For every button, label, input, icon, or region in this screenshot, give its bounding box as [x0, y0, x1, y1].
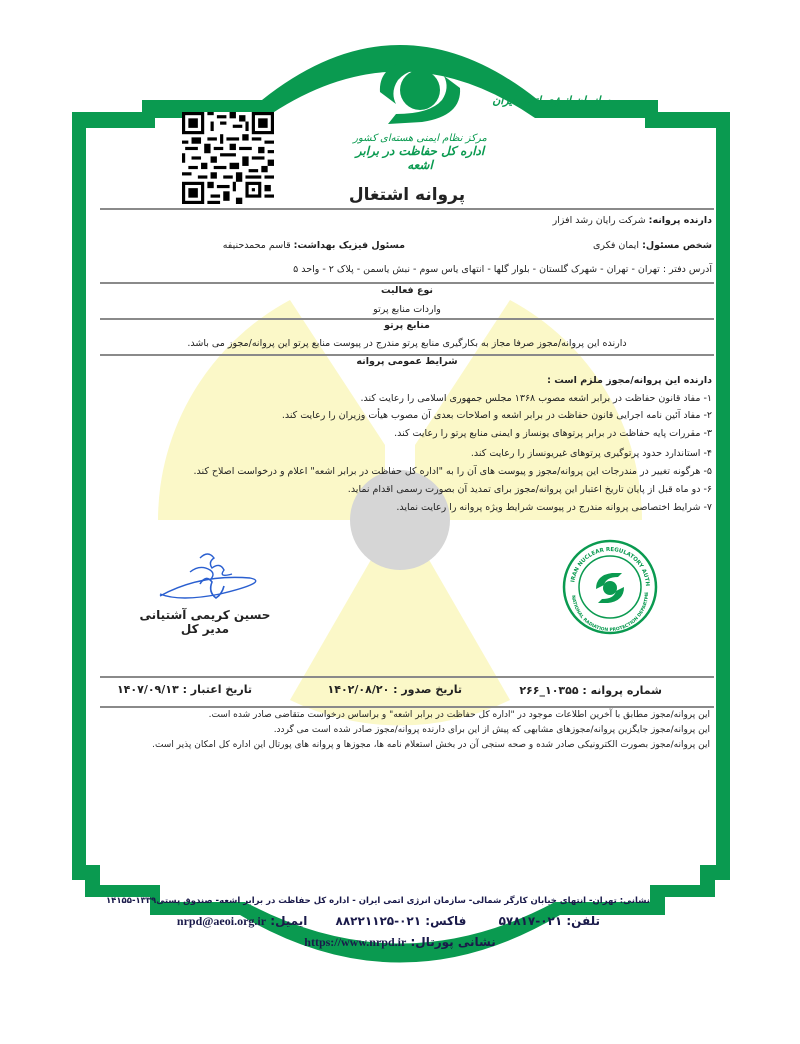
conditions-heading: شرایط عمومی پروانه — [356, 356, 458, 367]
note-item: این پروانه/مجوز مطابق با آخرین اطلاعات موجود در "اداره کل حفاظت در برابر اشعه" و براساس درخواست متقاضی صادر شده است. — [208, 710, 710, 720]
divider — [100, 282, 714, 284]
sources-value: دارنده این پروانه/مجوز صرفا مجاز به بکارگیری منابع پرتو مندرج در پیوست منابع پرتو این پروانه/مجوز می باشد. — [187, 338, 627, 349]
footer-address: نشانی: تهران- انتهای خیابان کارگر شمالی- سازمان انرژی اتمی ایران - اداره کل حفاظت در برابر اشعه- صندوق پستی۱۳۳۹-۱۴۱۵۵ — [105, 896, 650, 906]
eye-logo-icon — [350, 52, 490, 127]
divider — [100, 208, 714, 210]
footer-contacts — [176, 914, 600, 929]
license-holder — [553, 215, 712, 226]
page-title: پروانه اشتغال — [348, 185, 466, 205]
logo-text-line1: مرکز نظام ایمنی هسته‌ای کشور — [353, 133, 487, 144]
responsible-person — [593, 240, 712, 251]
footer-portal — [150, 935, 650, 950]
seal-icon — [560, 537, 660, 637]
condition-item: ۵- هرگونه تغییر در مندرجات این پروانه/مجوز و پیوست های آن را به "اداره کل حفاظت در برابر اشعه" اعلام و درخواست اصلاح کند. — [193, 466, 712, 477]
conditions-intro: دارنده این پروانه/مجوز ملزم است : — [547, 375, 712, 386]
signatory-name: حسین کریمی آشتیانی — [139, 608, 271, 622]
license-number — [519, 684, 662, 697]
note-item: این پروانه/مجوز بصورت الکترونیکی صادر شده و صحه سنجی آن در بخش استعلام نامه ها، مجوزها و پروانه های پورتال این اداره کل امکان پذیر است. — [152, 740, 710, 750]
signature-icon — [130, 548, 280, 608]
fax — [331, 914, 466, 928]
official-seal — [560, 537, 660, 637]
physicist-label: مسئول فیزیک بهداشت: — [293, 240, 405, 251]
phone-value: ۰۲۱-۵۷۸۱۷ — [498, 914, 563, 928]
condition-item: ۴- استاندارد حدود پرتوگیری پرتوهای غیریونساز را رعایت کند. — [470, 448, 712, 459]
divider — [100, 676, 714, 678]
watermark-blade-bottom — [290, 558, 510, 726]
issue-date-label: تاریخ صدور : — [393, 683, 462, 696]
nrpd-logo — [350, 52, 490, 172]
email-label: ایمیل: — [270, 914, 308, 928]
condition-item: ۱- مفاد قانون حفاظت در برابر اشعه مصوب ۱۳۶۸ مجلس جمهوری اسلامی را رعایت کند. — [360, 393, 712, 404]
expiry-date-label: تاریخ اعتبار : — [182, 683, 252, 696]
health-physicist — [223, 240, 405, 251]
organization-name: سازمان انرژی اتمی ایران — [492, 94, 610, 107]
holder-value: شرکت رایان رشد افزار — [552, 215, 646, 226]
divider — [100, 706, 714, 708]
issue-date — [328, 683, 462, 696]
expiry-date — [117, 683, 252, 696]
license-number-value: ۱۰۳۵۵_۲۶۶ — [519, 684, 579, 697]
portal-link[interactable]: https://www.nrpd.ir — [304, 935, 407, 949]
note-item: این پروانه/مجوز جایگزین پروانه/مجوزهای مشابهی که پیش از این برای دارنده پروانه/مجوز صادر شده است می گردد. — [273, 725, 710, 735]
fax-value: ۰۲۱-۸۸۲۲۱۱۲۵ — [335, 914, 422, 928]
office-address: آدرس دفتر : تهران - تهران - شهرک گلستان - بلوار گلها - انتهای یاس سوم - نبش یاسمن - پلاک ۲ - واحد ۵ — [293, 264, 712, 275]
portal-label: نشانی پورتال: — [410, 935, 496, 949]
issue-date-value: ۱۴۰۲/۰۸/۲۰ — [327, 683, 390, 696]
sources-heading: منابع پرتو — [384, 320, 430, 331]
phone-label: تلفن: — [566, 914, 600, 928]
seal-text-top: IRAN NUCLEAR REGULATORY AUTH — [570, 546, 651, 587]
fax-label: فاکس: — [425, 914, 467, 928]
license-number-label: شماره پروانه : — [582, 684, 662, 697]
email — [177, 914, 307, 928]
responsible-value: ایمان فکری — [592, 240, 640, 251]
signature-block — [130, 548, 280, 643]
expiry-date-value: ۱۴۰۷/۰۹/۱۳ — [116, 683, 179, 696]
condition-item: ۲- مفاد آئین نامه اجرایی قانون حفاظت در برابر اشعه و اصلاحات بعدی آن مصوب هیأت وزیران را رعایت کند. — [281, 410, 712, 421]
logo-text-line2: اداره کل حفاظت در برابر اشعه — [355, 144, 485, 172]
condition-item: ۷- شرایط اختصاصی پروانه مندرج در پیوست شرایط ویژه پروانه را رعایت نماید. — [396, 502, 712, 513]
activity-value: واردات منابع پرتو — [373, 304, 441, 315]
email-link[interactable]: nrpd@aeoi.org.ir — [176, 914, 267, 928]
signatory-title: مدیر کل — [180, 622, 230, 636]
physicist-value: قاسم محمدحنیفه — [222, 240, 291, 251]
activity-heading: نوع فعالیت — [381, 285, 433, 296]
condition-item: ۳- مقررات پایه حفاظت در برابر پرتوهای یونساز و ایمنی منابع پرتو را رعایت کند. — [394, 428, 712, 439]
holder-label: دارنده پروانه: — [648, 215, 712, 226]
phone — [494, 914, 600, 928]
condition-item: ۶- دو ماه قبل از پایان تاریخ اعتبار این پروانه/مجوز برای تمدید آن بصورت رسمی اقدام نماید. — [347, 484, 712, 495]
responsible-label: شخص مسئول: — [642, 240, 712, 251]
seal-text-bottom: NATIONAL RADIATION PROTECTION DEPARTME — [570, 591, 651, 634]
